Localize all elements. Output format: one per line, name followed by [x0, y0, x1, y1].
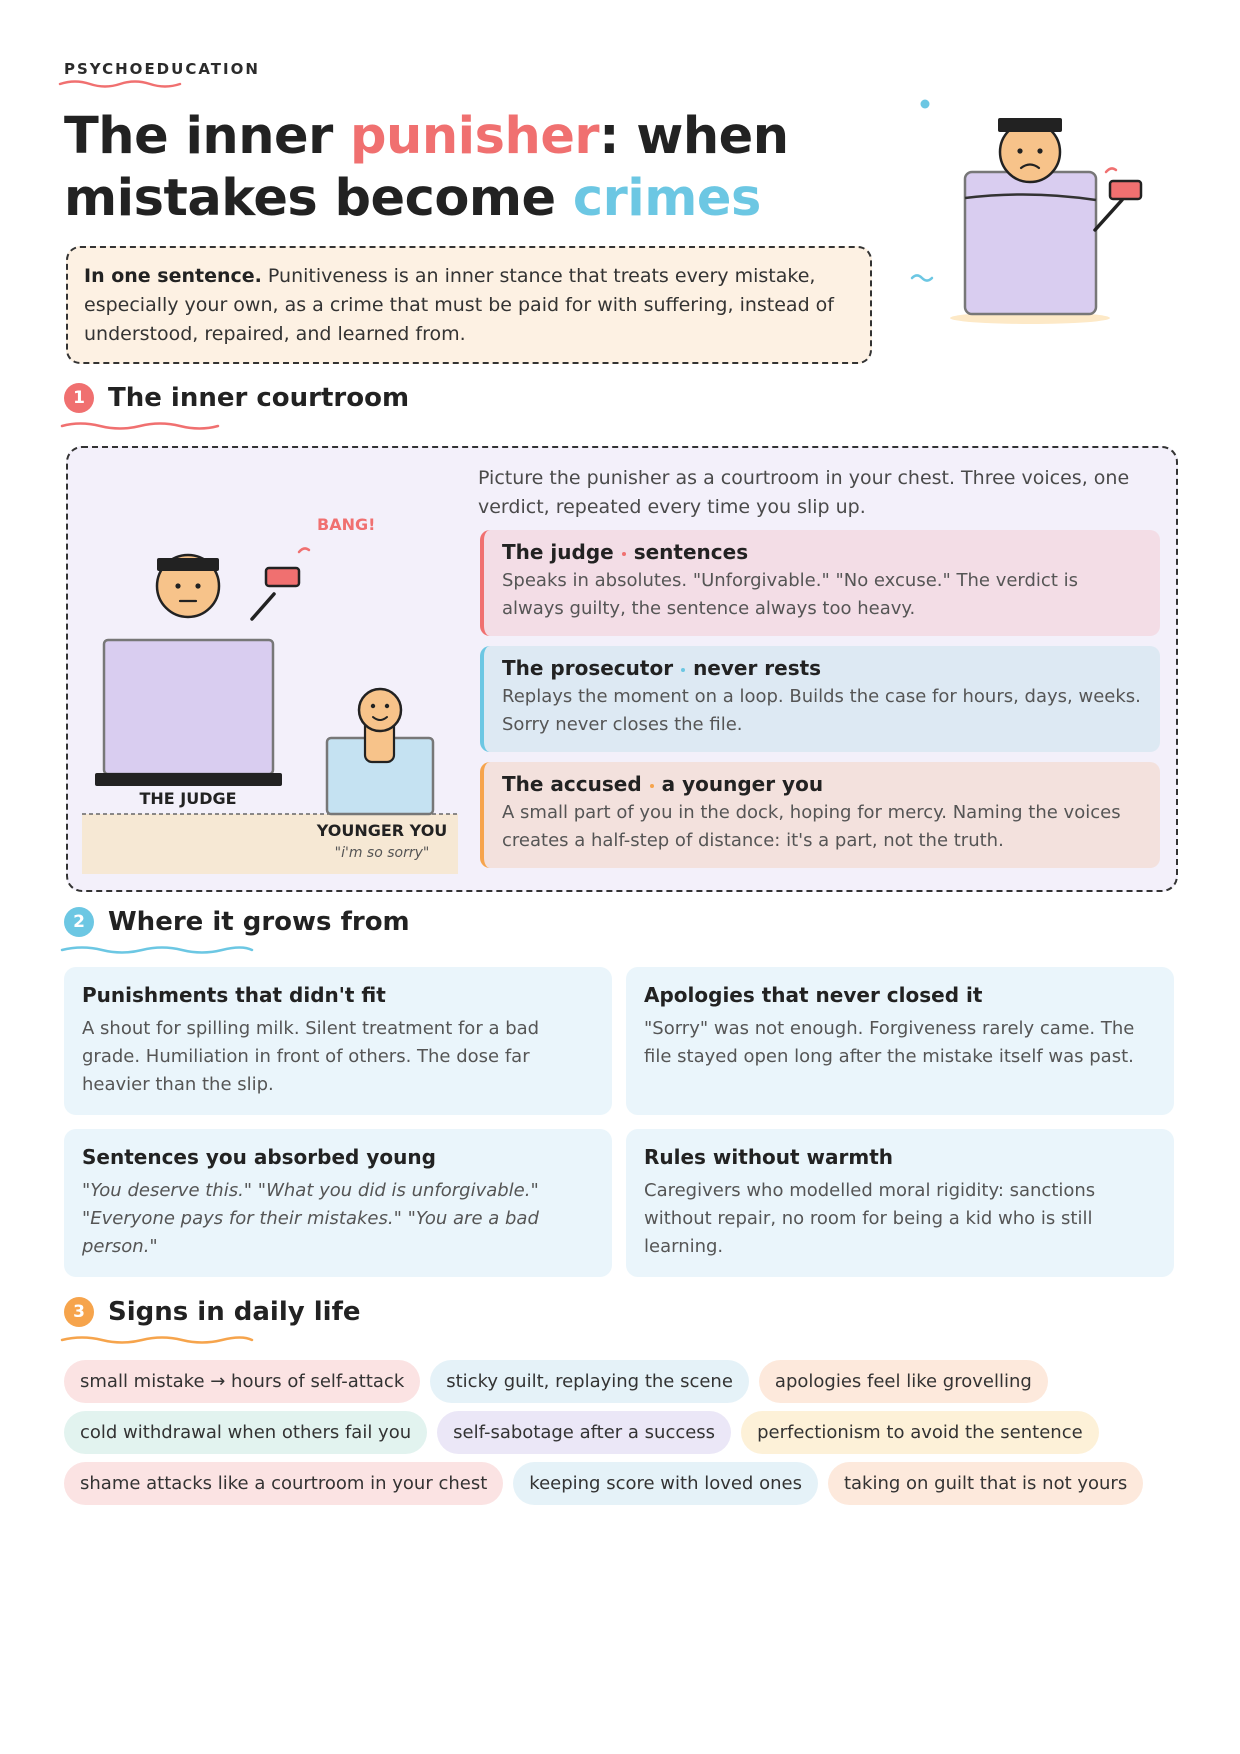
origin-text: Caregivers who modelled moral rigidity: sanctions without repair, no room for being a kid who is still learning.	[644, 1180, 1096, 1257]
sign-chip: taking on guilt that is not yours	[828, 1462, 1143, 1505]
section-3-underline	[60, 1334, 254, 1344]
title-highlight-crimes: crimes	[572, 169, 761, 228]
signs-list	[64, 1360, 1184, 1513]
origin-text: A shout for spilling milk. Silent treatment for a bad grade. Humiliation in front of others. The dose far heavier than the slip.	[82, 1018, 540, 1095]
sign-chip: small mistake → hours of self-attack	[64, 1360, 420, 1403]
origin-title: Punishments that didn't fit	[82, 983, 386, 1007]
origin-text: "You deserve this." "What you did is unforgivable." "Everyone pays for their mistakes." "You are a bad person."	[82, 1180, 539, 1257]
section-1-number: 1	[64, 383, 94, 413]
voice-name: The judge	[502, 540, 614, 564]
section-3-title: Signs in daily life	[108, 1297, 361, 1327]
voice-card-prosecutor	[480, 646, 1160, 752]
bang-text: BANG!	[317, 515, 376, 534]
voice-tag: never rests	[693, 656, 822, 680]
summary-text: Punitiveness is an inner stance that treats every mistake, especially your own, as a crime that must be paid for with suffering, instead of understood, repaired, and learned from.	[84, 265, 834, 345]
section-3-header	[64, 1297, 361, 1327]
voice-text: A small part of you in the dock, hoping for mercy. Naming the voices creates a half-step of distance: it's a part, not the truth.	[502, 802, 1121, 851]
title-part-2: : when mistakes become	[64, 107, 789, 228]
section-3-number: 3	[64, 1297, 94, 1327]
title-highlight-punisher: punisher	[350, 107, 600, 166]
origin-title: Apologies that never closed it	[644, 983, 983, 1007]
voice-name: The accused	[502, 772, 642, 796]
section-2-underline	[60, 944, 254, 954]
voice-name: The prosecutor	[502, 656, 674, 680]
voice-text: Replays the moment on a loop. Builds the case for hours, days, weeks. Sorry never closes the file.	[502, 686, 1141, 735]
voice-tag: sentences	[633, 540, 749, 564]
sign-chip: self-sabotage after a success	[437, 1411, 731, 1454]
origin-card	[626, 1129, 1174, 1277]
younger-you-label: YOUNGER YOU	[316, 821, 448, 840]
sign-chip: keeping score with loved ones	[513, 1462, 818, 1505]
origin-title: Rules without warmth	[644, 1145, 894, 1169]
hero-judge-illustration	[900, 90, 1180, 340]
gavel-icon	[252, 548, 309, 619]
section-1-underline	[60, 420, 220, 430]
section-2-title: Where it grows from	[108, 907, 410, 937]
judge-label: THE JUDGE	[139, 789, 237, 808]
section-1-header	[64, 383, 409, 413]
courtroom-intro: Picture the punisher as a courtroom in your chest. Three voices, one verdict, repeated every time you slip up.	[478, 467, 1130, 518]
origin-title: Sentences you absorbed young	[82, 1145, 436, 1169]
younger-you-quote: "i'm so sorry"	[334, 845, 430, 861]
summary-lead: In one sentence.	[84, 265, 262, 287]
origin-text: "Sorry" was not enough. Forgiveness rarely came. The file stayed open long after the mistake itself was past.	[644, 1018, 1135, 1067]
title-part-1: The inner	[64, 107, 351, 166]
page-title	[64, 106, 884, 230]
sign-chip: apologies feel like grovelling	[759, 1360, 1048, 1403]
voice-card-accused	[480, 762, 1160, 868]
gavel-icon	[1095, 168, 1141, 230]
origin-card	[64, 1129, 612, 1277]
voice-card-judge	[480, 530, 1160, 636]
courtroom-panel	[66, 446, 1178, 892]
sign-chip: perfectionism to avoid the sentence	[741, 1411, 1099, 1454]
kicker-label: PSYCHOEDUCATION	[64, 60, 260, 78]
sign-chip: cold withdrawal when others fail you	[64, 1411, 427, 1454]
origin-card	[64, 967, 612, 1115]
section-2-number: 2	[64, 907, 94, 937]
sign-chip: shame attacks like a courtroom in your chest	[64, 1462, 503, 1505]
voice-tag: a younger you	[661, 772, 824, 796]
courtroom-scene	[82, 474, 458, 874]
kicker-underline	[58, 78, 184, 88]
section-1-title: The inner courtroom	[108, 383, 410, 413]
frowning-face-icon	[998, 118, 1062, 182]
voice-text: Speaks in absolutes. "Unforgivable." "No excuse." The verdict is always guilty, the sentence always too heavy.	[502, 570, 1078, 619]
judge-face-icon	[157, 555, 219, 617]
smiling-face-icon	[359, 689, 401, 762]
origin-card	[626, 967, 1174, 1115]
summary-box	[66, 246, 872, 364]
section-2-header	[64, 907, 410, 937]
sign-chip: sticky guilt, replaying the scene	[430, 1360, 749, 1403]
